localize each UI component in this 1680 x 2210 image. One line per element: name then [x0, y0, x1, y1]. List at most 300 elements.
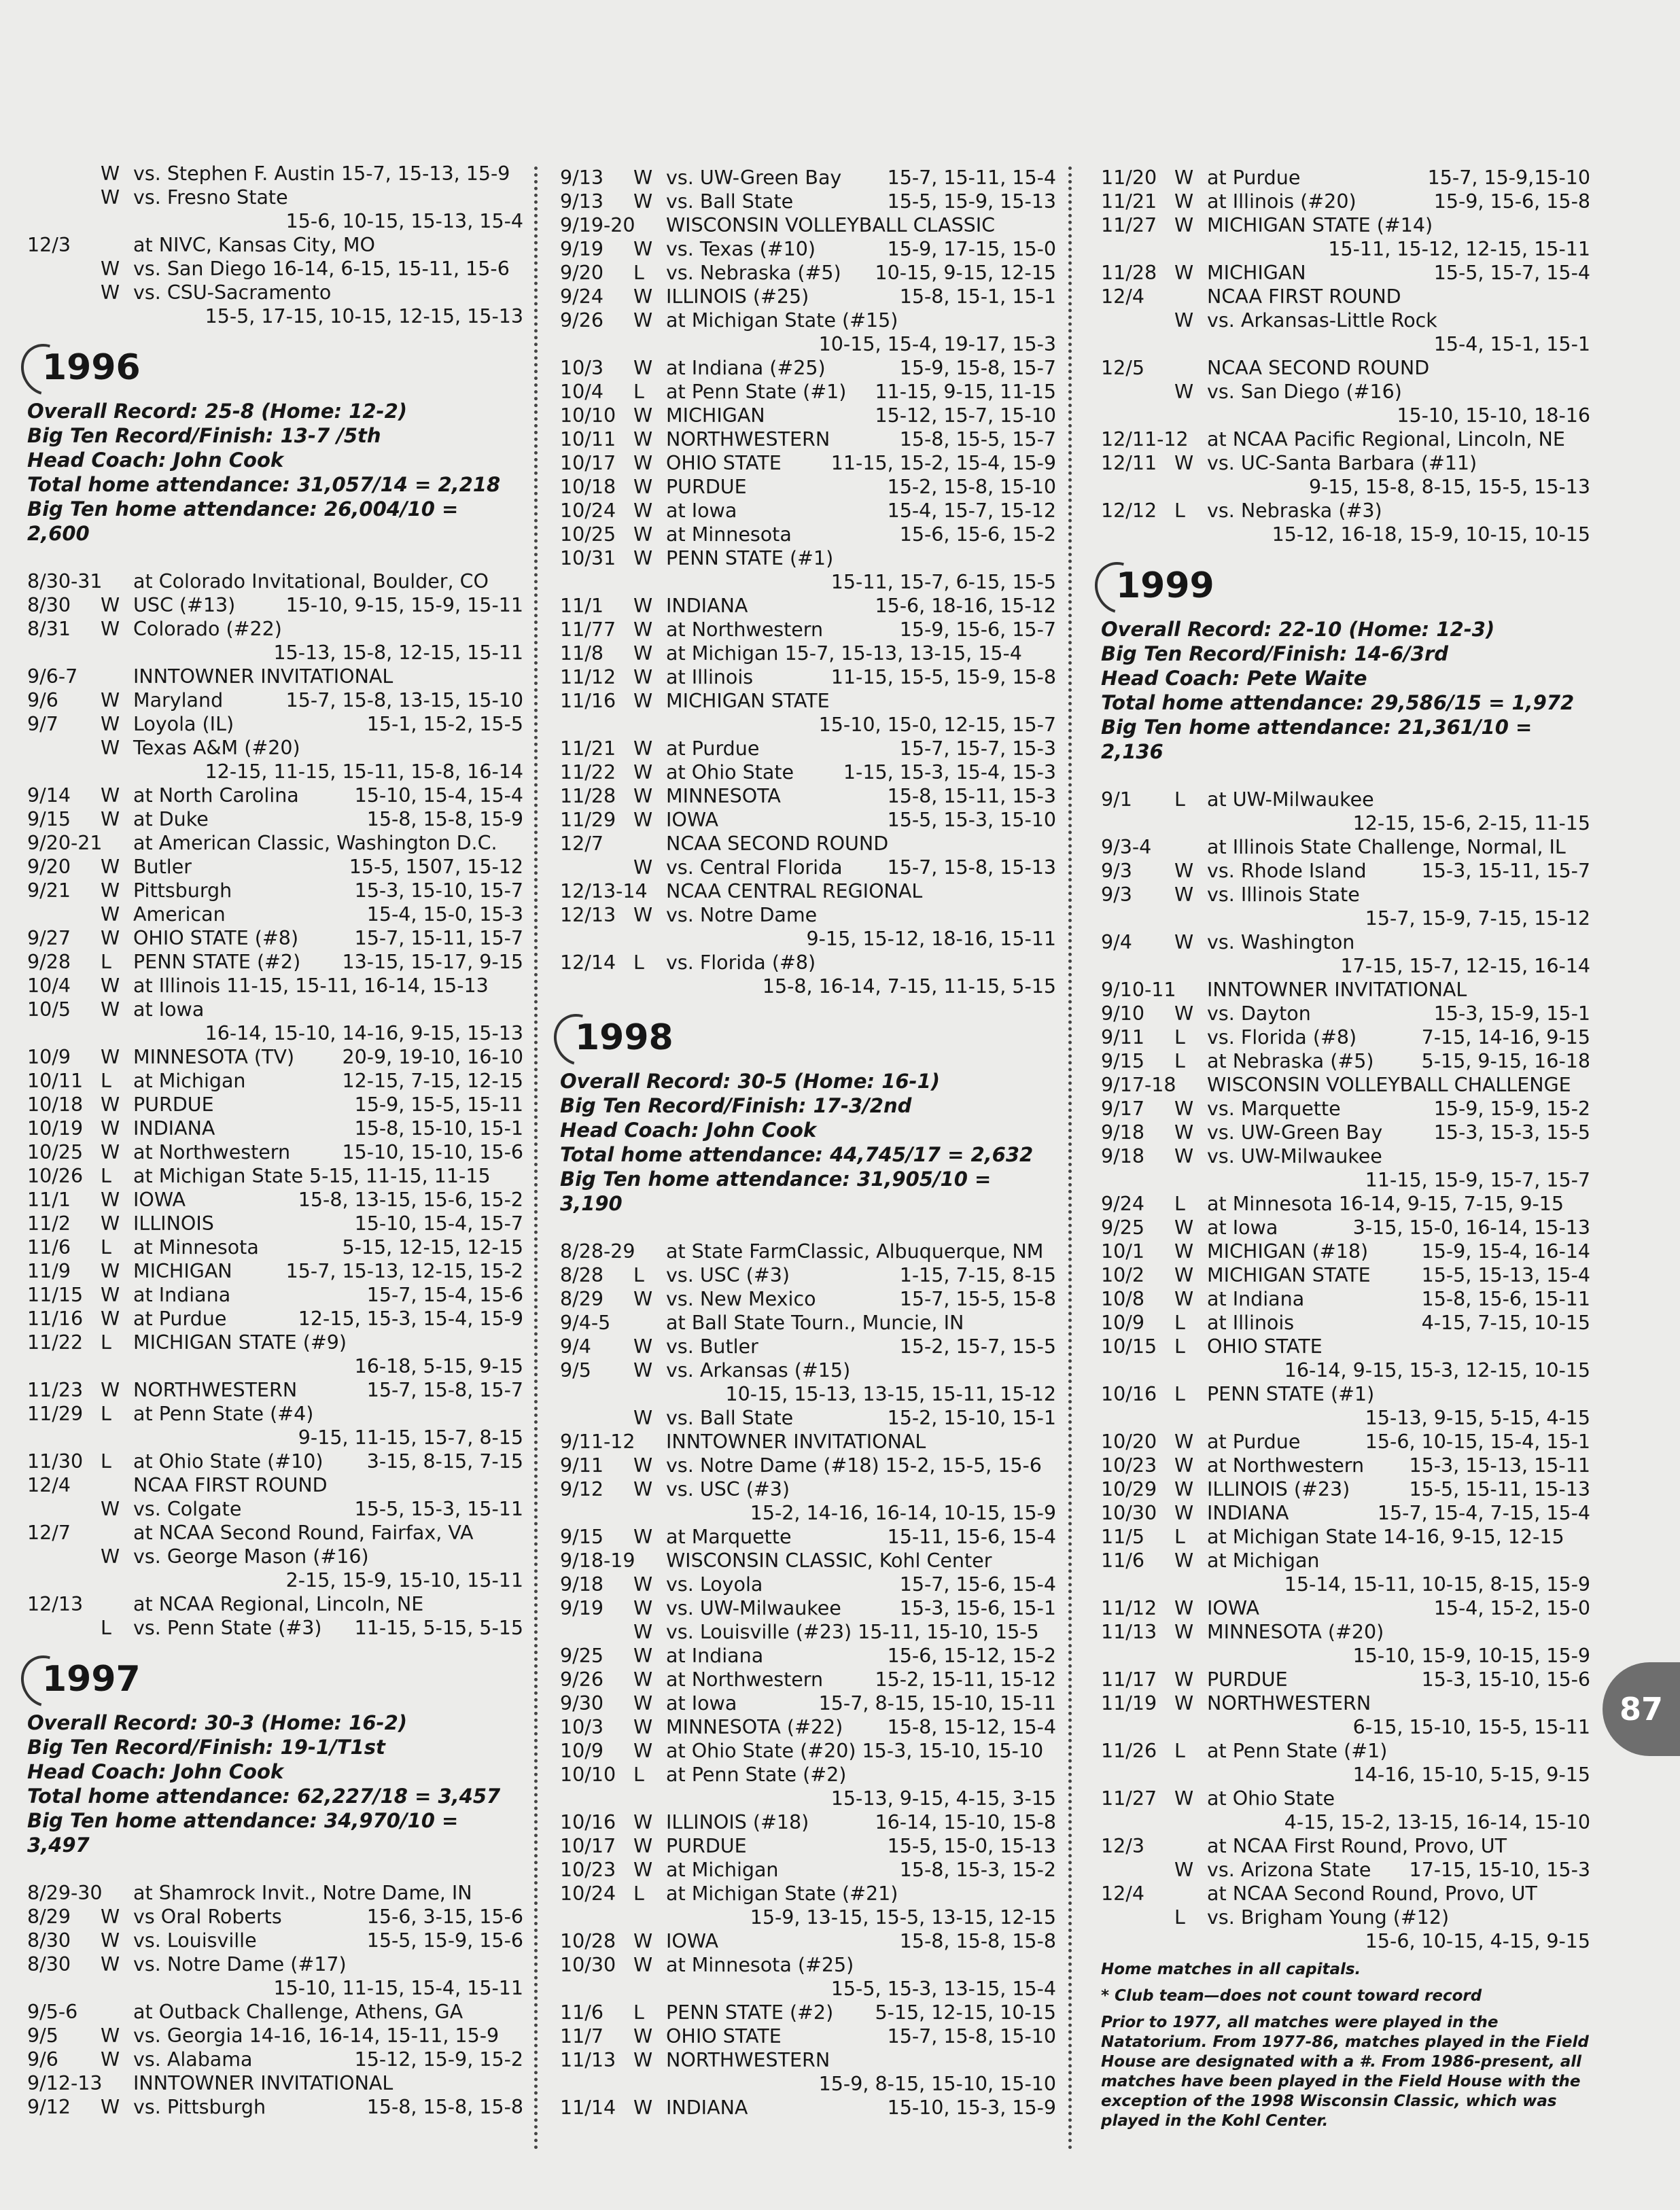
match-row — [560, 1525, 1056, 1549]
match-row — [560, 1834, 1056, 1858]
score: 15-2, 15-7, 15-5 — [899, 1335, 1056, 1358]
opponent: at Northwestern — [1207, 1454, 1365, 1477]
opponent: MICHIGAN (#18) — [1207, 1240, 1369, 1263]
opponent: MICHIGAN — [133, 1260, 232, 1282]
match-row — [27, 736, 523, 760]
score: 15-9, 15-4, 16-14 — [1421, 1240, 1590, 1263]
score-row — [1101, 1406, 1590, 1430]
match-date: 11/28 — [560, 785, 616, 807]
match-row — [1101, 1335, 1590, 1358]
opponent: vs. Butler — [666, 1335, 758, 1358]
score-row — [1101, 237, 1590, 261]
match-date: 9/19 — [560, 238, 603, 260]
summary-line: Big Ten Record/Finish: 14-6/3rd — [1101, 642, 1449, 665]
score: 15-6, 15-12, 15-2 — [887, 1645, 1056, 1667]
score-row — [27, 1426, 523, 1450]
match-row — [560, 166, 1056, 190]
opponent: vs. Texas (#10) — [666, 238, 816, 260]
opponent: WISCONSIN CLASSIC, Kohl Center — [666, 1549, 992, 1572]
opponent: at Penn State (#1) — [666, 381, 847, 403]
result: W — [1174, 262, 1194, 284]
result: W — [633, 856, 653, 879]
score: 9-15, 11-15, 15-7, 8-15 — [298, 1426, 523, 1449]
score-row — [560, 713, 1056, 737]
match-row — [27, 1378, 523, 1402]
match-row — [1101, 835, 1590, 859]
season-heading — [27, 1648, 523, 1711]
score: 4-15, 15-2, 13-15, 16-14, 15-10 — [1284, 1811, 1590, 1834]
match-date: 9/10-11 — [1101, 979, 1176, 1001]
match-row — [1101, 190, 1590, 213]
score-row — [27, 1021, 523, 1045]
match-row — [560, 1287, 1056, 1311]
score: 15-8, 15-3, 15-2 — [899, 1859, 1056, 1881]
opponent: at Indiana — [133, 1284, 231, 1306]
opponent: INDIANA — [1207, 1502, 1289, 1524]
opponent: NCAA FIRST ROUND — [1207, 285, 1401, 308]
match-row — [1101, 1691, 1590, 1715]
match-date: 9/6-7 — [27, 665, 78, 688]
score: 15-7, 15-9,15-10 — [1427, 166, 1590, 189]
opponent: at Penn State (#4) — [133, 1403, 314, 1425]
match-row — [560, 1549, 1056, 1573]
score: 15-9, 15-5, 15-11 — [354, 1093, 523, 1116]
opponent: PURDUE — [666, 1835, 747, 1857]
result: L — [1174, 1740, 1185, 1762]
match-date: 12/3 — [1101, 1835, 1144, 1857]
opponent: vs. Alabama — [133, 2048, 253, 2071]
result: L — [101, 1617, 111, 1639]
result: W — [101, 903, 120, 926]
score: 15-7, 15-8, 15-13 — [887, 856, 1056, 879]
match-date: 12/14 — [560, 951, 616, 974]
opponent: ILLINOIS (#25) — [666, 285, 809, 308]
result: L — [101, 1331, 111, 1354]
match-row — [27, 1497, 523, 1521]
result: W — [101, 1545, 120, 1568]
match-row — [560, 903, 1056, 927]
result: W — [633, 190, 653, 213]
opponent: ILLINOIS (#18) — [666, 1811, 809, 1834]
summary-line: Big Ten home attendance: 26,004/10 = 2,600 — [27, 497, 459, 545]
opponent: at Ohio State — [1207, 1787, 1335, 1810]
opponent: vs. Dayton — [1207, 1002, 1311, 1025]
match-row — [27, 233, 523, 257]
match-row — [27, 1545, 523, 1568]
opponent: at Northwestern — [133, 1141, 291, 1163]
result: W — [633, 595, 653, 617]
score-row — [27, 1976, 523, 2000]
result: W — [1174, 1549, 1194, 1572]
match-row — [560, 1644, 1056, 1668]
score: 15-5, 15-13, 15-4 — [1421, 1264, 1590, 1286]
opponent: Maryland — [133, 689, 224, 712]
score-row — [1101, 1168, 1590, 1192]
match-date: 9/27 — [27, 927, 71, 949]
summary-line: Total home attendance: 62,227/18 = 3,457 — [27, 1785, 501, 1808]
opponent: vs. Penn State (#3) — [133, 1617, 322, 1639]
match-row — [1101, 1240, 1590, 1263]
match-row — [27, 257, 523, 281]
score-row — [560, 927, 1056, 951]
score-row — [560, 332, 1056, 356]
result: L — [101, 1165, 111, 1187]
opponent: MICHIGAN — [666, 404, 765, 427]
match-date: 8/28 — [560, 1264, 603, 1286]
result: W — [633, 404, 653, 427]
result: W — [633, 1288, 653, 1310]
opponent: NORTHWESTERN — [133, 1379, 298, 1401]
match-row — [27, 1929, 523, 1952]
score: 15-6, 15-6, 15-2 — [899, 523, 1056, 546]
result: W — [1174, 1216, 1194, 1239]
match-row — [1101, 1668, 1590, 1691]
match-row — [27, 998, 523, 1021]
opponent: at Iowa — [133, 998, 205, 1021]
opponent: at Indiana — [1207, 1288, 1305, 1310]
score: 15-4, 15-2, 15-0 — [1433, 1597, 1590, 1619]
result: W — [633, 904, 653, 926]
result: W — [101, 975, 120, 997]
score: 2-15, 15-9, 15-10, 15-11 — [285, 1569, 523, 1592]
opponent: INDIANA — [666, 2097, 748, 2119]
match-row — [560, 832, 1056, 856]
match-row — [560, 356, 1056, 380]
result: W — [1174, 190, 1194, 213]
opponent: INNTOWNER INVITATIONAL — [1207, 979, 1467, 1001]
match-date: 11/9 — [27, 1260, 71, 1282]
result: W — [633, 690, 653, 712]
score: 15-9, 15-6, 15-8 — [1433, 190, 1590, 213]
opponent: INDIANA — [666, 595, 748, 617]
opponent: IOWA — [1207, 1597, 1259, 1619]
opponent: at Outback Challenge, Athens, GA — [133, 2001, 463, 2023]
match-date: 12/4 — [1101, 285, 1144, 308]
opponent: at Michigan State 14-16, 9-15, 12-15 — [1207, 1526, 1564, 1548]
match-date: 9/20-21 — [27, 832, 103, 854]
opponent: vs. Florida (#8) — [1207, 1026, 1357, 1049]
result: W — [633, 1597, 653, 1619]
spacer — [560, 1216, 1056, 1240]
result: W — [1174, 931, 1194, 953]
match-date: 9/13 — [560, 190, 603, 213]
match-row — [560, 642, 1056, 665]
opponent: vs. Notre Dame (#17) — [133, 1953, 347, 1976]
match-row — [560, 1454, 1056, 1477]
match-row — [1101, 1311, 1590, 1335]
opponent: INNTOWNER INVITATIONAL — [666, 1431, 926, 1453]
match-date: 8/29 — [560, 1288, 603, 1310]
match-date: 12/13 — [27, 1593, 84, 1615]
opponent: WISCONSIN VOLLEYBALL CHALLENGE — [1207, 1074, 1571, 1096]
score: 1-15, 7-15, 8-15 — [899, 1264, 1056, 1286]
opponent: vs. Brigham Young (#12) — [1207, 1906, 1450, 1929]
score: 15-4, 15-1, 15-1 — [1433, 333, 1590, 355]
score: 3-15, 15-0, 16-14, 15-13 — [1352, 1216, 1590, 1239]
match-row — [560, 856, 1056, 879]
match-date: 10/9 — [27, 1046, 71, 1068]
match-date: 9/25 — [560, 1645, 603, 1667]
opponent: Colorado (#22) — [133, 618, 282, 640]
match-date: 10/30 — [1101, 1502, 1157, 1524]
match-date: 10/11 — [27, 1070, 84, 1092]
score: 15-12, 15-7, 15-10 — [875, 404, 1056, 427]
opponent: vs. Arkansas-Little Rock — [1207, 309, 1437, 332]
match-date: 12/7 — [27, 1522, 71, 1544]
match-date: 9/18 — [1101, 1145, 1144, 1168]
match-row — [27, 1069, 523, 1093]
result: W — [633, 1407, 653, 1429]
opponent: at Marquette — [666, 1526, 792, 1548]
result: W — [101, 784, 120, 807]
column-middle — [560, 166, 1056, 2120]
score: 15-7, 15-6, 15-4 — [899, 1573, 1056, 1596]
result: W — [633, 666, 653, 688]
match-row — [560, 237, 1056, 261]
match-date: 10/8 — [1101, 1288, 1144, 1310]
match-row — [1101, 930, 1590, 954]
opponent: vs. UW-Milwaukee — [666, 1597, 841, 1619]
result: W — [1174, 1431, 1194, 1453]
score: 10-15, 15-4, 19-17, 15-3 — [818, 333, 1056, 355]
match-row — [560, 380, 1056, 404]
score: 9-15, 15-12, 18-16, 15-11 — [806, 928, 1056, 950]
opponent: MINNESOTA (TV) — [133, 1046, 295, 1068]
opponent: vs. Louisville — [133, 1929, 257, 1952]
result: W — [101, 856, 120, 878]
match-date: 10/16 — [560, 1811, 616, 1834]
match-row — [560, 427, 1056, 451]
result: W — [1174, 1787, 1194, 1810]
result: W — [101, 162, 120, 185]
result: W — [633, 428, 653, 451]
match-row — [560, 1358, 1056, 1382]
match-row — [560, 1406, 1056, 1430]
summary-line: Head Coach: John Cook — [27, 1760, 284, 1783]
match-date: 9/12-13 — [27, 2072, 103, 2094]
result: W — [101, 927, 120, 949]
score: 15-7, 15-4, 15-6 — [366, 1284, 523, 1306]
result: W — [1174, 1288, 1194, 1310]
score: 15-8, 15-6, 15-11 — [1421, 1288, 1590, 1310]
opponent: at Ohio State (#20) 15-3, 15-10, 15-10 — [666, 1740, 1044, 1762]
match-row — [27, 186, 523, 209]
season-year: 1998 — [575, 1017, 673, 1058]
match-date: 11/15 — [27, 1284, 84, 1306]
opponent: vs Oral Roberts — [133, 1906, 282, 1928]
opponent: ILLINOIS (#23) — [1207, 1478, 1350, 1501]
result: W — [1174, 883, 1194, 906]
match-date: 9/10 — [1101, 1002, 1144, 1025]
result: L — [101, 1403, 111, 1425]
score: 15-8, 13-15, 15-6, 15-2 — [298, 1189, 523, 1211]
score: 7-15, 14-16, 9-15 — [1421, 1026, 1590, 1049]
score: 15-3, 15-9, 15-1 — [1433, 1002, 1590, 1025]
match-date: 12/13 — [560, 904, 616, 926]
score: 11-15, 5-15, 5-15 — [354, 1617, 523, 1639]
result: W — [633, 1478, 653, 1501]
opponent: at Nebraska (#5) — [1207, 1050, 1374, 1072]
score: 15-11, 15-7, 6-15, 15-5 — [830, 571, 1056, 593]
result: W — [633, 285, 653, 308]
result: L — [633, 2001, 644, 2024]
match-row — [560, 404, 1056, 427]
result: W — [633, 1668, 653, 1691]
result: W — [101, 879, 120, 902]
result: W — [1174, 1264, 1194, 1286]
match-row — [27, 902, 523, 926]
result: W — [101, 1260, 120, 1282]
score: 15-7, 8-15, 15-10, 15-11 — [818, 1692, 1056, 1715]
footnote: Home matches in all capitals. — [1101, 1961, 1361, 1978]
result: W — [633, 618, 653, 641]
opponent: at Duke — [133, 808, 209, 830]
match-row — [560, 1858, 1056, 1882]
match-date: 12/7 — [560, 832, 603, 855]
result: L — [1174, 1050, 1185, 1072]
result: W — [101, 808, 120, 830]
opponent: at Colorado Invitational, Boulder, CO — [133, 570, 489, 593]
match-row — [1101, 380, 1590, 404]
score: 9-15, 15-8, 8-15, 15-5, 15-13 — [1308, 476, 1590, 498]
score: 15-10, 15-10, 15-6 — [342, 1141, 523, 1163]
match-row — [560, 1263, 1056, 1287]
match-row — [27, 1140, 523, 1164]
score-row — [1101, 1763, 1590, 1787]
score: 15-2, 15-8, 15-10 — [887, 476, 1056, 498]
score: 4-15, 7-15, 10-15 — [1421, 1312, 1590, 1334]
season-year: 1997 — [42, 1659, 141, 1700]
opponent: at Minnesota (#25) — [666, 1954, 854, 1976]
score: 15-8, 15-8, 15-9 — [366, 808, 523, 830]
match-date: 9/12 — [27, 2096, 71, 2118]
column-right — [1101, 166, 1590, 2131]
score: 15-6, 18-16, 15-12 — [875, 595, 1056, 617]
match-date: 9/17 — [1101, 1098, 1144, 1120]
score-row — [560, 2072, 1056, 2096]
score-row — [1101, 1929, 1590, 1953]
opponent: vs. Central Florida — [666, 856, 843, 879]
score: 17-15, 15-10, 15-3 — [1409, 1859, 1590, 1881]
match-date: 10/3 — [560, 1716, 603, 1738]
match-date: 10/17 — [560, 1835, 616, 1857]
opponent: at Michigan — [1207, 1549, 1320, 1572]
opponent: at Illinois — [666, 666, 754, 688]
opponent: vs. Rhode Island — [1207, 860, 1367, 882]
match-date: 9/4 — [560, 1335, 591, 1358]
score-row — [27, 1354, 523, 1378]
season-summary — [560, 1069, 1056, 1216]
opponent: vs. CSU-Sacramento — [133, 281, 332, 304]
result: W — [1174, 1502, 1194, 1524]
result: W — [1174, 452, 1194, 474]
match-date: 9/3 — [1101, 860, 1132, 882]
score: 15-10, 15-0, 12-15, 15-7 — [818, 714, 1056, 736]
opponent: at NCAA Regional, Lincoln, NE — [133, 1593, 424, 1615]
score: 15-3, 15-10, 15-7 — [354, 879, 523, 902]
opponent: OHIO STATE — [666, 2025, 782, 2048]
opponent: at Penn State (#1) — [1207, 1740, 1388, 1762]
score-row — [1101, 1358, 1590, 1382]
match-date: 10/24 — [560, 1882, 616, 1905]
match-row — [560, 618, 1056, 642]
score: 15-5, 15-11, 15-13 — [1409, 1478, 1590, 1501]
opponent: Butler — [133, 856, 192, 878]
opponent: MICHIGAN STATE — [666, 690, 830, 712]
result: W — [633, 1359, 653, 1382]
column-left — [27, 162, 523, 2119]
season-summary — [1101, 617, 1590, 764]
score: 15-7, 15-8, 15-7 — [366, 1379, 523, 1401]
result: W — [101, 258, 120, 280]
match-row — [560, 2001, 1056, 2024]
match-date: 10/31 — [560, 547, 616, 569]
match-row — [560, 1691, 1056, 1715]
score: 15-3, 15-10, 15-6 — [1421, 1668, 1590, 1691]
match-date: 8/29-30 — [27, 1882, 103, 1904]
result: W — [1174, 214, 1194, 236]
match-row — [1101, 1287, 1590, 1311]
result: L — [101, 1070, 111, 1092]
match-row — [1101, 1620, 1590, 1644]
match-date: 10/4 — [560, 381, 603, 403]
result: W — [633, 785, 653, 807]
match-date: 9/6 — [27, 2048, 58, 2071]
match-row — [27, 784, 523, 807]
match-row — [560, 1763, 1056, 1787]
match-row — [560, 784, 1056, 808]
match-date: 9/3-4 — [1101, 836, 1152, 858]
match-row — [560, 1240, 1056, 1263]
score: 15-7, 15-8, 13-15, 15-10 — [285, 689, 523, 712]
result: L — [633, 1764, 644, 1786]
score: 15-3, 15-3, 15-5 — [1433, 1121, 1590, 1144]
match-row — [1101, 1263, 1590, 1287]
match-date: 9/28 — [27, 951, 71, 973]
match-date: 9/25 — [1101, 1216, 1144, 1239]
match-date: 11/1 — [27, 1189, 71, 1211]
opponent: vs. Loyola — [666, 1573, 763, 1596]
match-date: 9/13 — [560, 166, 603, 189]
match-date: 10/28 — [560, 1930, 616, 1952]
opponent: MINNESOTA — [666, 785, 781, 807]
result: L — [633, 262, 644, 284]
column-divider — [534, 166, 538, 2151]
match-date: 11/7 — [560, 2025, 603, 2048]
match-date: 9/14 — [27, 784, 71, 807]
match-row — [27, 1473, 523, 1497]
score: 15-7, 15-11, 15-4 — [887, 166, 1056, 189]
result: W — [1174, 1859, 1194, 1881]
result: W — [633, 1645, 653, 1667]
match-date: 9/19 — [560, 1597, 603, 1619]
result: L — [101, 1236, 111, 1259]
match-date: 12/11 — [1101, 452, 1157, 474]
result: W — [1174, 309, 1194, 332]
opponent: vs. Arkansas (#15) — [666, 1359, 851, 1382]
score-row — [27, 641, 523, 665]
match-row — [27, 1093, 523, 1117]
match-date: 11/29 — [27, 1403, 84, 1425]
result: W — [633, 1811, 653, 1834]
score-row — [1101, 1715, 1590, 1739]
result: W — [633, 737, 653, 760]
result: W — [633, 523, 653, 546]
match-row — [560, 1477, 1056, 1501]
result: W — [1174, 381, 1194, 403]
opponent: at Northwestern — [666, 1668, 824, 1691]
match-date: 11/6 — [560, 2001, 603, 2024]
